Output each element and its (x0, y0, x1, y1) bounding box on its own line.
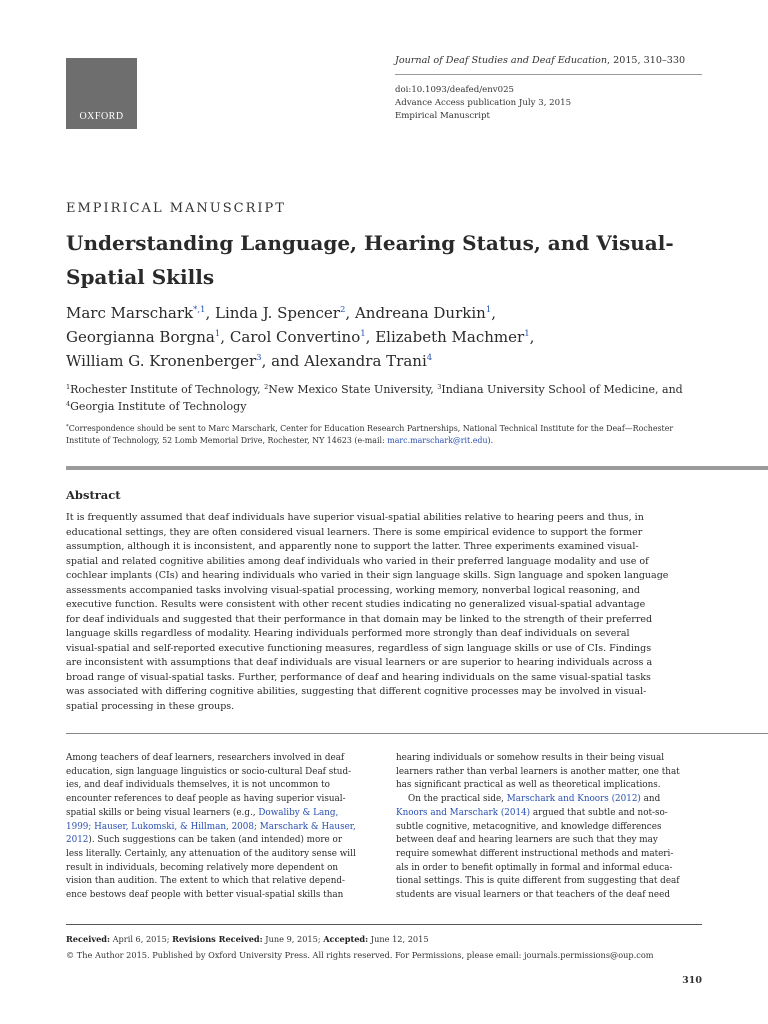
body-divider (66, 733, 768, 734)
author: Georgianna Borgna$^1$, (66, 328, 230, 346)
author-footnote[interactable]: 1 (524, 329, 530, 339)
citation-link[interactable]: 2012 (66, 835, 89, 846)
author-footnote[interactable]: 3 (256, 353, 262, 363)
body-line: students are visual learners or that teachers of the deaf need (396, 890, 670, 901)
body-line: subtle cognitive, metacognitive, and knowledge differences (396, 821, 662, 832)
abstract-line: are inconsistent with assumptions that deaf individuals are visual learners or are superior to hearing individuals across a (66, 657, 653, 668)
author-footnote[interactable]: *,1 (193, 305, 206, 315)
body-line: hearing individuals or somehow results in their being visual (396, 753, 665, 763)
author-footnote[interactable]: 4 (426, 353, 433, 363)
oxford-logo (66, 58, 137, 129)
citation-link[interactable]: Knoors and Marschark (2014) (396, 807, 531, 818)
body-line (66, 821, 372, 835)
abstract-line: cochlear implants (CIs) and hearing individuals who varied in their sign language skills. Sign language and spoken language (66, 570, 669, 581)
body-line: result in individuals, becoming relatively more dependent on (66, 862, 339, 873)
body-line: less literally. Certainly, any attenuation of the auditory sense will (66, 848, 356, 859)
email-link[interactable]: marc.marschark@rit.edu (387, 436, 488, 445)
abstract-line: spatial and related cognitive abilities among deaf individuals who varied in their preferred language modality and use of (66, 555, 649, 567)
body-line: vision than audition. The extent to which that relative depend- (66, 876, 346, 887)
copyright-notice: © The Author 2015. Published by Oxford University Press. All rights reserved. For Permissions, please email: journals.permissions@oup.com (66, 950, 654, 960)
author: Linda J. Spencer$^2$, (215, 304, 355, 322)
abstract-line: assumption, although it is inconsistent, and apparently none to support the latter. Three experiments examined visual- (66, 541, 639, 552)
author-footnote[interactable]: 2 (339, 305, 346, 315)
body-line: encounter references to deaf people as having superior visual- (66, 794, 346, 805)
advance-access: Advance Access publication July 3, 2015 (395, 98, 572, 108)
correspondence-note: *Correspondence should be sent to Marc Marschark, Center for Education Research Partnerships, National Technical Institute for the Deaf—Rochester Institute of Technology, 52 Lomb Memorial Drive, Rochester, NY 14623 (e-mail: marc.marschark@rit.edu). (66, 424, 674, 445)
article-type: Empirical Manuscript (395, 111, 490, 121)
abstract-line: language skills regardless of modality. Hearing individuals performed more strongly than deaf individuals on several (66, 628, 630, 639)
journal-volume: , 2015, 310–330 (607, 55, 686, 66)
body-line: 2012). Such suggestions can be taken (and intended) more or (66, 835, 343, 846)
author-footnote[interactable]: 1 (214, 329, 221, 339)
article-title: Understanding Language, Hearing Status, and Visual-Spatial Skills (66, 231, 674, 289)
author: Marc Marschark$^{*,1}$, (66, 304, 215, 322)
header-rule (395, 74, 702, 75)
author: Carol Convertino$^1$, (229, 328, 376, 346)
page-number: 310 (682, 975, 702, 986)
doi[interactable]: doi:10.1093/deafed/env025 (395, 85, 515, 95)
abstract-line: for deaf individuals and suggested that their performance in that domain may be linked to the strength of their preferred (66, 613, 653, 625)
body-line: has significant practical as well as theoretical implications. (396, 780, 661, 791)
author-footnote[interactable]: 1 (360, 329, 366, 339)
abstract-line: was associated with differing cognitive abilities, suggesting that different cognitive processes may be involved in visual- (66, 686, 647, 697)
body-line: Among teachers of deaf learners, researchers involved in deaf (66, 753, 345, 763)
author-footnote[interactable]: 1 (485, 305, 492, 315)
body-line: ence bestows deaf people with better visual-spatial skills than (66, 890, 344, 901)
body-column-left (66, 752, 372, 903)
abstract-divider (66, 466, 768, 470)
abstract-heading: Abstract (66, 488, 121, 502)
abstract-line: broad range of visual-spatial tasks. Further, performance of deaf and hearing individuals on the same visual-spatial tasks (66, 671, 651, 683)
author: Andreana Durkin$^1$, (354, 304, 497, 322)
section-label: EMPIRICAL MANUSCRIPT (66, 201, 286, 216)
journal-name[interactable]: Journal of Deaf Studies and Deaf Education (395, 55, 608, 66)
citation-link[interactable]: 1999; Hauser, Lukomski, & Hillman, 2008; Marschark & Hauser, (66, 821, 356, 832)
body-column-right (396, 752, 702, 903)
body-line: education, sign language linguistics or socio-cultural Deaf stud- (66, 766, 352, 777)
author-list (66, 301, 706, 373)
author: William G. Kronenberger$^3$, and (66, 352, 305, 370)
abstract-line: It is frequently assumed that deaf individuals have superior visual-spatial abilities relative to hearing peers and thus, in (66, 512, 644, 523)
footer-rule (66, 924, 702, 925)
abstract-line: executive function. Results were consistent with other recent studies indicating no generalized visual-spatial advantage (66, 599, 646, 610)
body-line: tional settings. This is quite different from suggesting that deaf (396, 876, 680, 887)
author: Elizabeth Machmer$^1$, (375, 328, 535, 346)
received-dates: Received: April 6, 2015; Revisions Received: June 9, 2015; Accepted: June 12, 2015 (66, 934, 429, 944)
body-line: require somewhat different instructional methods and materi- (396, 848, 674, 859)
body-line: between deaf and hearing learners are such that they may (396, 835, 658, 846)
body-line: als in order to benefit optimally in formal and informal educa- (396, 862, 673, 873)
body-line: ies, and deaf individuals themselves, it is not uncommon to (66, 780, 330, 791)
abstract-text (66, 511, 706, 714)
abstract-line: visual-spatial and self-reported executive functioning measures, regardless of sign language skills or use of CIs. Findings (66, 642, 652, 654)
author: Alexandra Trani$^4$ (304, 352, 433, 370)
body-line: On the practical side, Marschark and Knoors (2012) and (408, 794, 661, 805)
body-line: Knoors and Marschark (2014) argued that subtle and not-so- (396, 807, 668, 818)
logo-text: OXFORD (79, 111, 124, 122)
citation-link[interactable]: Marschark and Knoors (2012) (506, 794, 641, 805)
citation-link[interactable]: Dowaliby & Lang, (258, 807, 339, 818)
abstract-line: educational settings, they are often considered visual learners. There is some empirical evidence to support the former (66, 526, 643, 538)
journal-citation (395, 55, 685, 66)
abstract-line: spatial processing in these groups. (66, 700, 235, 712)
body-line: learners rather than verbal learners is another matter, one that (396, 766, 680, 777)
abstract-line: assessments accompanied tasks involving visual-spatial processing, working memory, nonverbal logical reasoning, and (66, 584, 640, 596)
body-line: spatial skills or being visual learners (e.g., Dowaliby & Lang, (66, 807, 339, 818)
affiliations: $^1$Rochester Institute of Technology, $^2$New Mexico State University, $^3$Indiana University School of Medicine, and $^4$Georgia Institute of Technology (66, 383, 683, 413)
